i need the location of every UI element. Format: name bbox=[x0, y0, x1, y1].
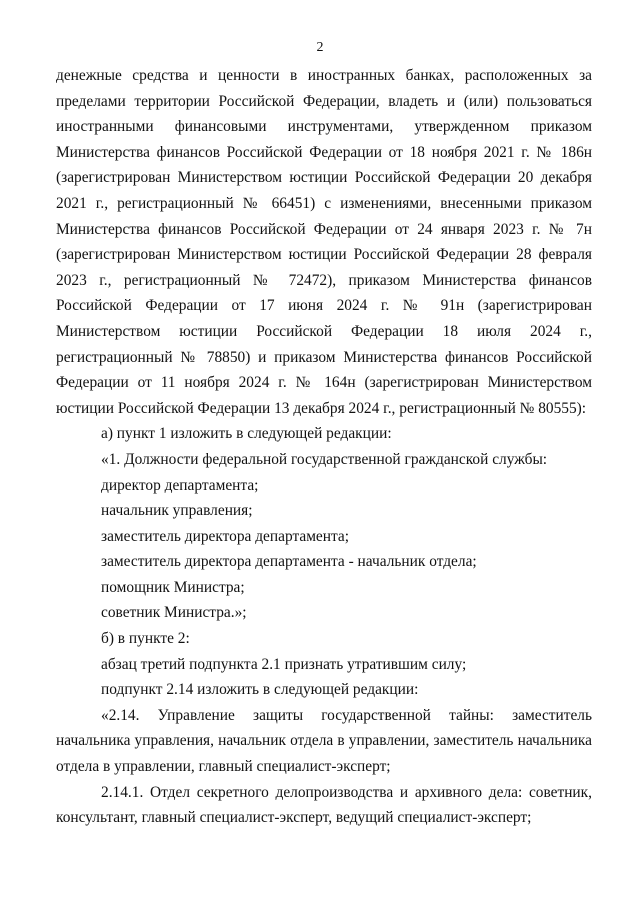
list-item: заместитель директора департамента - начальник отдела; bbox=[101, 553, 477, 571]
list-item: советник Министра.»; bbox=[101, 604, 247, 622]
list-item: заместитель директора департамента; bbox=[101, 527, 350, 545]
paragraph-position-heading: «1. Должности федеральной государственной гражданской службы: bbox=[101, 450, 548, 468]
list-item: помощник Министра; bbox=[101, 578, 245, 596]
list-item: директор департамента; bbox=[101, 476, 259, 494]
paragraph-intro: денежные средства и ценности в иностранных банках, расположенных за пределами территории Российской Федерации, владеть и (или) пользоваться иностранными финансовыми инструментами, утвержденном приказом Министерства финансов Российской Федерации от 18 ноября 2021 г. № 186н (зарегистрирован Министерством юстиции Российской Федерации 20 декабря 2021 г., регистрационный № 66451) с изменениями, внесенными приказом Министерства финансов Российской Федерации от 24 января 2023 г. № 7н (зарегистрирован Министерством юстиции Российской Федерации 28 февраля 2023 г., регистрационный № 72472), приказом Министерства финансов Российской Федерации от 17 июня 2024 г. № 91н (зарегистрирован Министерством юстиции Российской Федерации 18 июля 2024 г., регистрационный № 78850) и приказом Министерства финансов Российской Федерации от 11 ноября 2024 г. № 164н (зарегистрирован Министерством юстиции Российской Федерации 13 декабря 2024 г., регистрационный № 80555): bbox=[56, 67, 592, 417]
paragraph-subclause: подпункт 2.14 изложить в следующей редакции: bbox=[101, 681, 419, 699]
paragraph-item-b: б) в пункте 2: bbox=[101, 630, 190, 648]
page-number: 2 bbox=[316, 40, 324, 55]
paragraph-clause-2-14-1: 2.14.1. Отдел секретного делопроизводства и архивного дела: советник, консультант, главный специалист-эксперт, ведущий специалист-эксперт; bbox=[56, 783, 592, 827]
document-body bbox=[56, 63, 592, 831]
paragraph-clause-2-14: «2.14. Управление защиты государственной тайны: заместитель начальника управления, начальник отдела в управлении, заместитель начальника отдела в управлении, главный специалист-эксперт; bbox=[56, 706, 592, 776]
paragraph-item-a: а) пункт 1 изложить в следующей редакции: bbox=[101, 425, 392, 443]
paragraph-subclause: абзац третий подпункта 2.1 признать утратившим силу; bbox=[101, 655, 467, 673]
list-item: начальник управления; bbox=[101, 502, 253, 520]
